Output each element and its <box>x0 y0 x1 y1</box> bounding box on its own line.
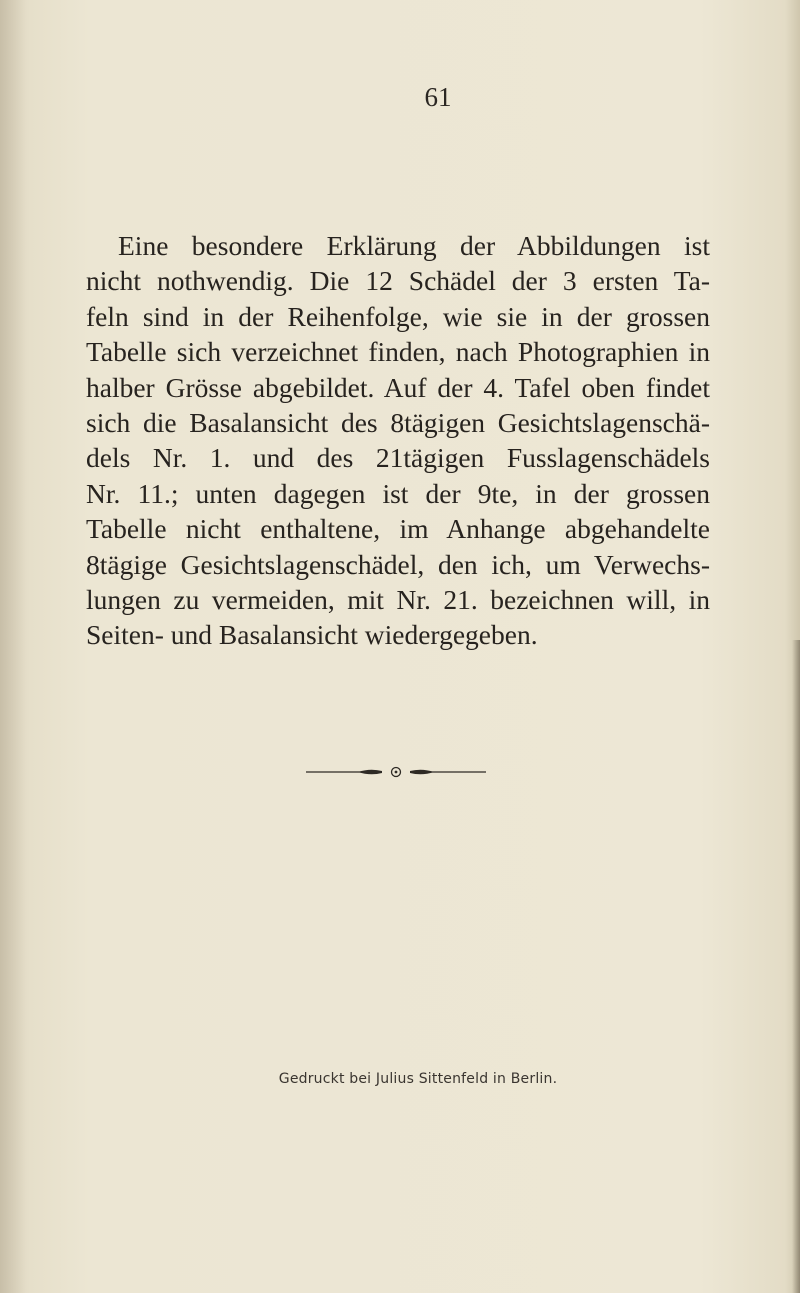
paragraph-line: feln sind in der Reihenfolge, wie sie in der grossen <box>86 300 710 332</box>
paragraph-line: 8tägige Gesichtslagenschädel, den ich, um Verwechs- <box>86 548 710 580</box>
printer-imprint: Gedruckt bei Julius Sittenfeld in Berlin. <box>278 1071 558 1087</box>
paragraph-line: Tabelle sich verzeichnet finden, nach Photographien in <box>86 336 710 368</box>
paragraph-line: Nr. 11.; unten dagegen ist der 9te, in der grossen <box>86 477 710 509</box>
paragraph-line: sich die Basalansicht des 8tägigen Gesichtslagenschä- <box>86 407 710 439</box>
paragraph-line: Seiten- und Basalansicht wiedergegeben. <box>86 619 538 651</box>
paragraph-line: nicht nothwendig. Die 12 Schädel der 3 ersten Ta- <box>86 265 710 297</box>
page-gutter-shadow <box>0 0 26 1293</box>
page-number: 61 <box>424 82 452 112</box>
paragraph-line: dels Nr. 1. und des 21tägigen Fusslagenschädels <box>86 442 710 474</box>
paragraph-line: Tabelle nicht enthaltene, im Anhange abgehandelte <box>86 513 710 545</box>
body-paragraph <box>86 228 710 653</box>
ornament-divider-icon <box>306 766 486 778</box>
paragraph-line: halber Grösse abgebildet. Auf der 4. Tafel oben findet <box>86 371 710 403</box>
paragraph-line: lungen zu vermeiden, mit Nr. 21. bezeichnen will, in <box>86 584 710 616</box>
page-edge-shadow <box>792 640 800 1293</box>
paragraph-line: Eine besondere Erklärung der Abbildungen ist <box>118 230 710 261</box>
